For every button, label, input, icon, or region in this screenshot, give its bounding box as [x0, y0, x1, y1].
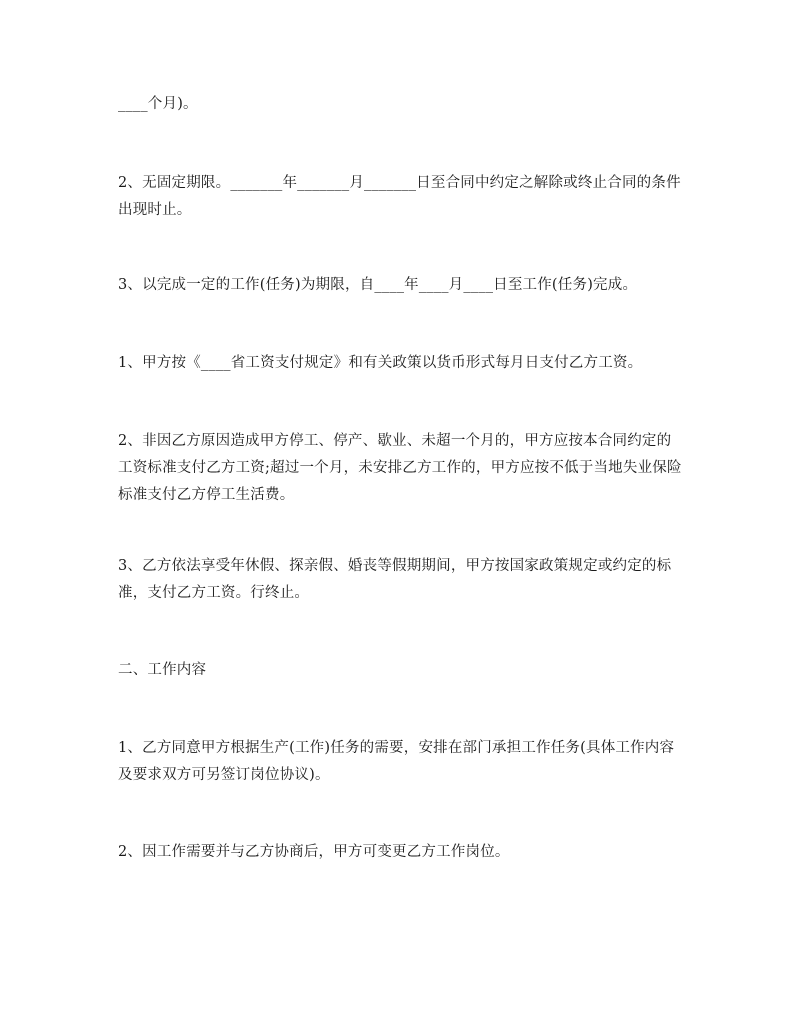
contract-term-months-continuation: ____个月)。	[118, 96, 198, 112]
clause-work-stoppage-wages: 2、非因乙方原因造成甲方停工、停产、歇业、未超一个月的，甲方应按本合同约定的工资标准支付乙方工资;超过一个月，未安排乙方工作的，甲方应按不低于当地失业保险标准支付乙方停工生活费。	[118, 433, 682, 503]
clause-indefinite-term: 2、无固定期限。_______年_______月_______日至合同中约定之解除或终止合同的条件出现时止。	[118, 175, 681, 218]
clause-position-change: 2、因工作需要并与乙方协商后，甲方可变更乙方工作岗位。	[118, 844, 510, 860]
clause-wage-payment: 1、甲方按《____省工资支付规定》和有关政策以货币形式每月日支付乙方工资。	[118, 355, 643, 371]
section-heading-work-content: 二、工作内容	[118, 662, 207, 678]
clause-task-based-term: 3、以完成一定的工作(任务)为期限，自____年____月____日至工作(任务)完成。	[118, 277, 638, 293]
clause-leave-wages: 3、乙方依法享受年休假、探亲假、婚丧等假期期间，甲方按国家政策规定或约定的标准，支付乙方工资。行终止。	[118, 558, 672, 601]
clause-work-assignment: 1、乙方同意甲方根据生产(工作)任务的需要，安排在部门承担工作任务(具体工作内容及要求双方可另签订岗位协议)。	[118, 740, 675, 783]
